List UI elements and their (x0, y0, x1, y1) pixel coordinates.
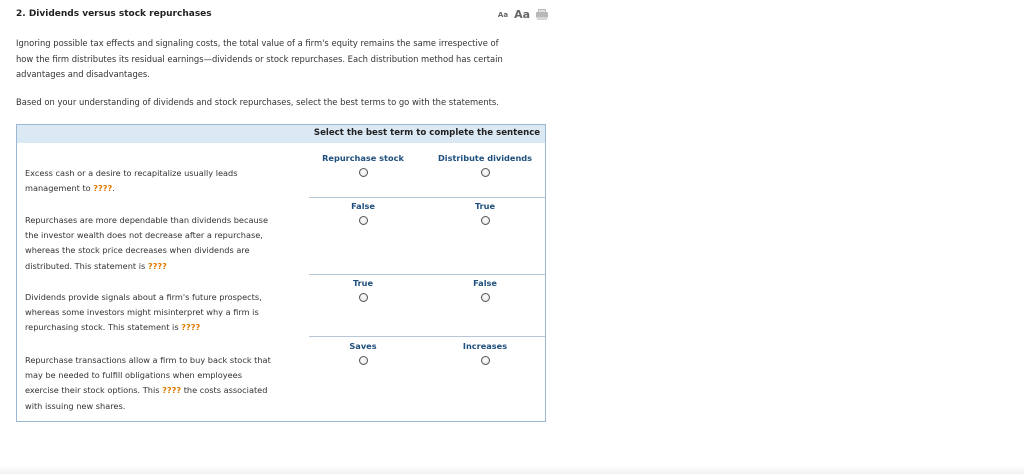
statement-line: the investor wealth does not decrease after a repurchase, (25, 230, 263, 241)
option-label: True (352, 278, 374, 288)
option-label: Distribute dividends (437, 153, 533, 163)
option-label: Increases (462, 341, 508, 351)
question-title: 2. Dividends versus stock repurchases (16, 9, 212, 19)
radio-button[interactable] (481, 216, 490, 225)
intro-line: Ignoring possible tax effects and signaling costs, the total value of a firm's equity remains the same irrespective of (16, 38, 499, 48)
option-label: Saves (349, 341, 377, 351)
blank-placeholder: ???? (162, 385, 182, 396)
row-divider (309, 336, 545, 337)
radio-button[interactable] (359, 293, 368, 302)
question-tools (498, 8, 548, 21)
statement-line: exercise their stock options. This ???? the costs associated (25, 385, 268, 396)
instruction-text: Based on your understanding of dividends and stock repurchases, select the best terms to go with the statements. (16, 97, 499, 107)
option-column (303, 341, 423, 365)
question-panel (16, 0, 550, 411)
statement-line: distributed. This statement is ???? (25, 260, 167, 271)
option-column (303, 278, 423, 302)
option-label: False (473, 278, 497, 288)
intro-line: how the firm distributes its residual earnings—dividends or stock repurchases. Each distribution method has certain (16, 53, 503, 64)
statement-line: management to ????. (25, 183, 115, 194)
option-column (425, 278, 545, 302)
blank-placeholder: ???? (181, 322, 201, 333)
font-increase-button[interactable]: Aa (514, 8, 530, 21)
intro-text (16, 36, 550, 83)
page-bottom-edge (0, 466, 1024, 474)
option-label: True (474, 201, 496, 211)
statement-text (25, 166, 310, 196)
statement-text (25, 353, 310, 414)
statement-text (25, 213, 310, 274)
statement-line: whereas some investors might misinterpret why a firm is (25, 307, 259, 318)
option-label: Repurchase stock (322, 153, 404, 163)
statement-line: whereas the stock price decreases when dividends are (25, 245, 250, 256)
statement-line: Excess cash or a desire to recapitalize usually leads (25, 168, 238, 178)
statement-line: may be needed to fulfill obligations when employees (25, 370, 242, 381)
option-label: False (351, 201, 375, 211)
font-decrease-button[interactable]: Aa (497, 10, 509, 19)
statement-line: Dividends provide signals about a firm's future prospects, (25, 292, 262, 302)
blank-placeholder: ???? (93, 183, 113, 194)
row-divider (309, 197, 545, 198)
row-divider (309, 274, 545, 275)
radio-button[interactable] (359, 356, 368, 365)
option-column (425, 153, 545, 177)
intro-line: advantages and disadvantages. (16, 69, 150, 79)
statement-text (25, 290, 310, 336)
blank-placeholder: ???? (147, 260, 167, 271)
table-header-label: Select the best term to complete the sentence (313, 128, 541, 138)
question-header (16, 0, 550, 30)
option-column (303, 201, 423, 225)
radio-button[interactable] (359, 168, 368, 177)
option-column (425, 201, 545, 225)
statement-line: Repurchases are more dependable than dividends because (25, 215, 268, 225)
option-column (303, 153, 423, 177)
statement-line: repurchasing stock. This statement is ???? (25, 322, 201, 333)
option-column (425, 341, 545, 365)
radio-button[interactable] (481, 168, 490, 177)
radio-button[interactable] (481, 356, 490, 365)
print-icon[interactable] (536, 9, 548, 20)
answer-table (16, 124, 546, 422)
statement-line: Repurchase transactions allow a firm to buy back stock that (25, 355, 271, 365)
statement-line: with issuing new shares. (25, 400, 126, 411)
radio-button[interactable] (359, 216, 368, 225)
radio-button[interactable] (481, 293, 490, 302)
